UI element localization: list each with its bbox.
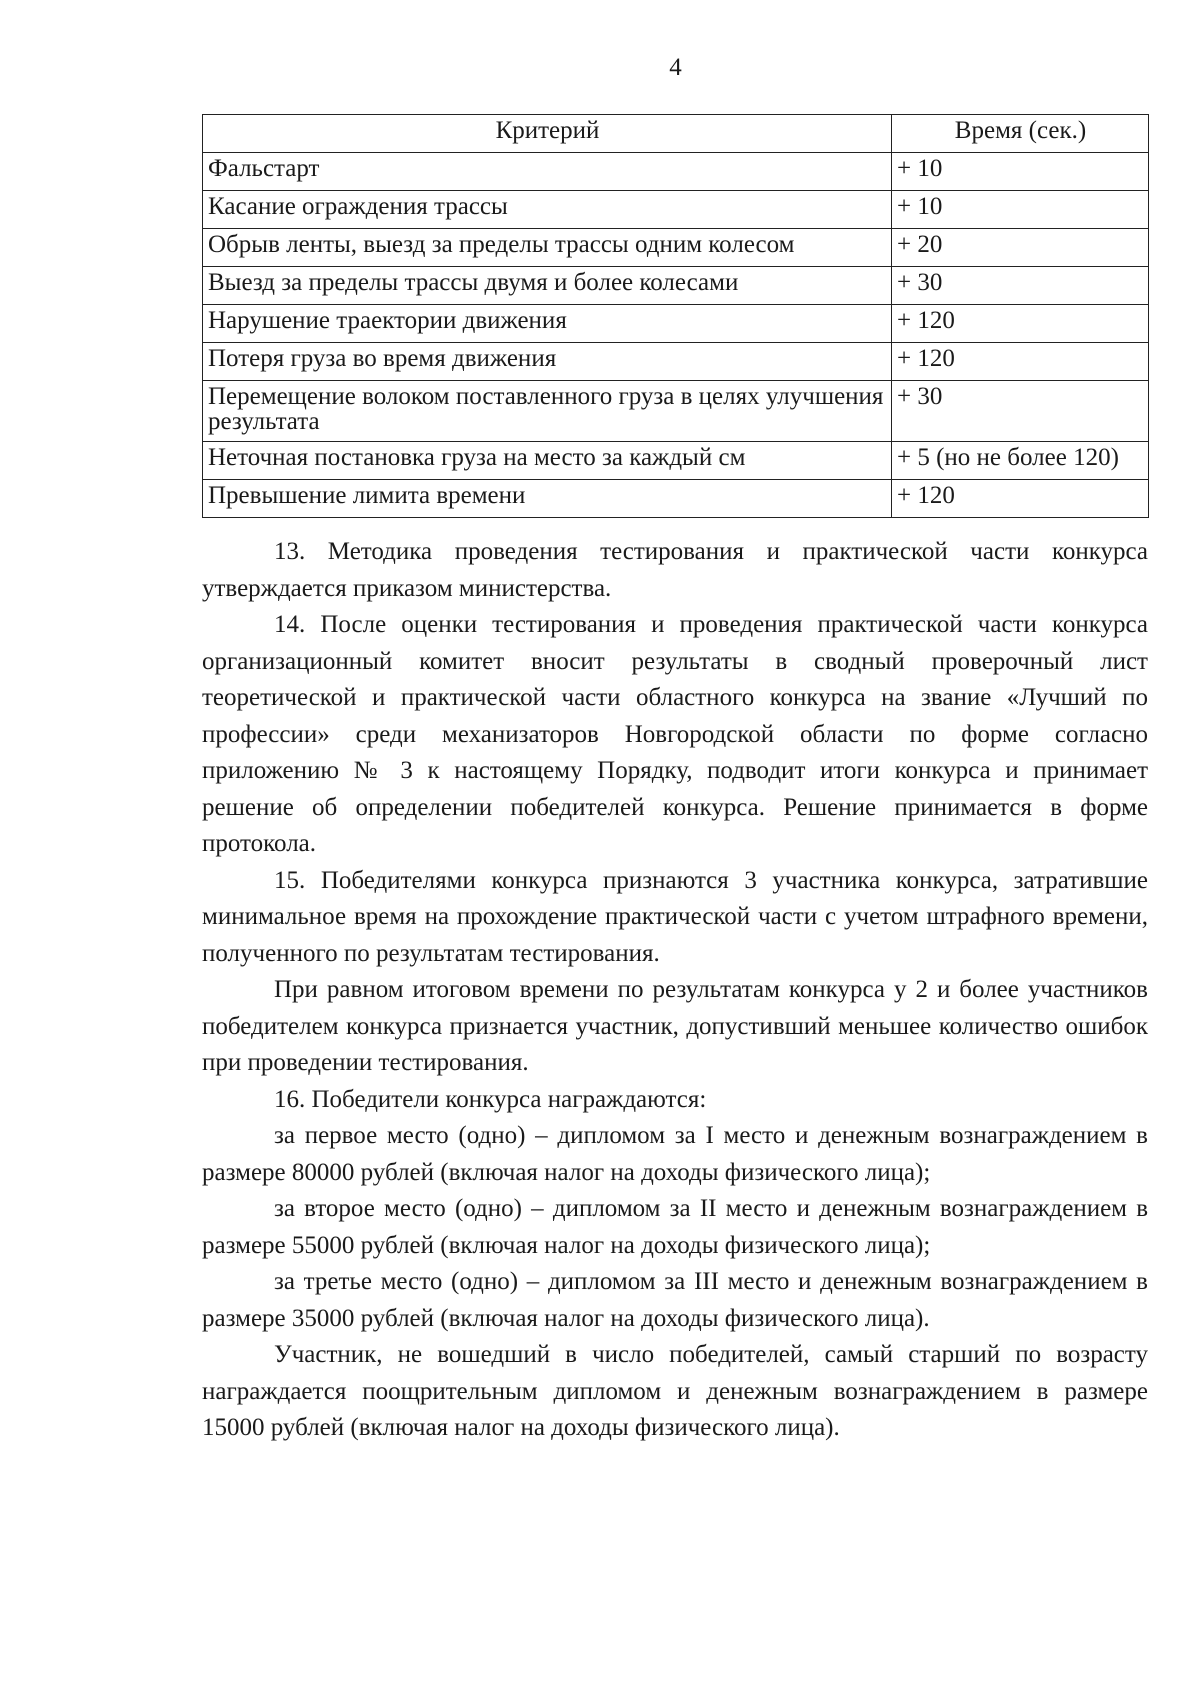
page-number: 4	[669, 54, 682, 81]
paragraph-15: 15. Победителями конкурса признаются 3 участника конкурса, затратившие минимальное время на прохождение практической части с учетом штрафного времени, полученного по результатам тестирования.	[202, 866, 1148, 967]
time-cell: + 30	[892, 267, 1149, 305]
criterion-cell: Обрыв ленты, выезд за пределы трассы одним колесом	[203, 229, 892, 267]
paragraph-13: 13. Методика проведения тестирования и практической части конкурса утверждается приказом министерства.	[202, 538, 1148, 602]
table-row	[203, 305, 1149, 343]
penalty-criteria-table	[202, 114, 1149, 518]
table-row	[203, 191, 1149, 229]
paragraph-first-place: за первое место (одно) – дипломом за I место и денежным вознаграждением в размере 80000 рублей (включая налог на доходы физического лица);	[202, 1122, 1148, 1186]
criterion-cell: Выезд за пределы трассы двумя и более колесами	[203, 267, 892, 305]
criterion-cell: Перемещение волоком поставленного груза в целях улучшения результата	[203, 381, 892, 442]
paragraph-second-place: за второе место (одно) – дипломом за II место и денежным вознаграждением в размере 55000 рублей (включая налог на доходы физического лица);	[202, 1195, 1148, 1259]
header-time: Время (сек.)	[892, 115, 1149, 153]
criterion-cell: Потеря груза во время движения	[203, 343, 892, 381]
table-row	[203, 153, 1149, 191]
table-row	[203, 267, 1149, 305]
paragraph-third-place: за третье место (одно) – дипломом за III место и денежным вознаграждением в размере 35000 рублей (включая налог на доходы физического лица).	[202, 1268, 1148, 1332]
criterion-cell: Касание ограждения трассы	[203, 191, 892, 229]
header-criterion: Критерий	[203, 115, 892, 153]
table-row	[203, 480, 1149, 518]
criterion-cell: Превышение лимита времени	[203, 480, 892, 518]
table-header-row	[203, 115, 1149, 153]
paragraph-14: 14. После оценки тестирования и проведения практической части конкурса организационный комитет вносит результаты в сводный проверочный лист теоретической и практической части областного конкурса на звание «Лучший по профессии» среди механизаторов Новгородской области по форме согласно приложению № 3 к настоящему Порядку, подводит итоги конкурса и принимает решение об определении победителей конкурса. Решение принимается в форме протокола.	[202, 611, 1148, 857]
time-cell: + 30	[892, 381, 1149, 442]
table-row	[203, 229, 1149, 267]
time-cell: + 5 (но не более 120)	[892, 442, 1149, 480]
time-cell: + 20	[892, 229, 1149, 267]
table-row	[203, 442, 1149, 480]
time-cell: + 120	[892, 480, 1149, 518]
document-body	[202, 534, 1148, 1447]
paragraph-16: 16. Победители конкурса награждаются:	[274, 1085, 707, 1113]
criterion-cell: Неточная постановка груза на место за каждый см	[203, 442, 892, 480]
table-row	[203, 381, 1149, 442]
time-cell: + 10	[892, 191, 1149, 229]
time-cell: + 120	[892, 343, 1149, 381]
paragraph-tie-rule: При равном итоговом времени по результатам конкурса у 2 и более участников победителем конкурса признается участник, допустивший меньшее количество ошибок при проведении тестирования.	[202, 976, 1148, 1076]
table-row	[203, 343, 1149, 381]
criterion-cell: Нарушение траектории движения	[203, 305, 892, 343]
time-cell: + 10	[892, 153, 1149, 191]
paragraph-encouragement: Участник, не вошедший в число победителей, самый старший по возрасту награждается поощрительным дипломом и денежным вознаграждением в размере 15000 рублей (включая налог на доходы физического лица).	[202, 1341, 1148, 1441]
time-cell: + 120	[892, 305, 1149, 343]
criterion-cell: Фальстарт	[203, 153, 892, 191]
